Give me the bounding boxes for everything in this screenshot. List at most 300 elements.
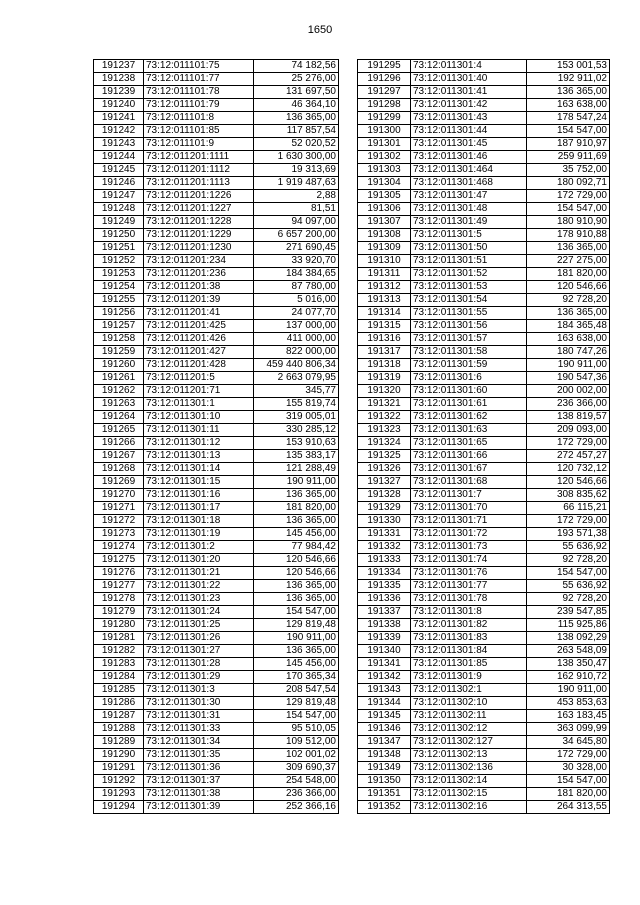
value-cell: 145 456,00 xyxy=(254,658,339,671)
cadastral-number-cell: 73:12:011201:1113 xyxy=(144,177,254,190)
cadastral-number-cell: 73:12:011301:57 xyxy=(411,333,527,346)
record-number-cell: 191334 xyxy=(358,567,411,580)
table-row xyxy=(358,73,610,86)
cadastral-number-cell: 73:12:011201:1229 xyxy=(144,229,254,242)
record-number-cell: 191262 xyxy=(94,385,144,398)
record-number-cell: 191252 xyxy=(94,255,144,268)
cadastral-number-cell: 73:12:011301:47 xyxy=(411,190,527,203)
table-row xyxy=(358,60,610,73)
cadastral-number-cell: 73:12:011301:55 xyxy=(411,307,527,320)
record-number-cell: 191250 xyxy=(94,229,144,242)
value-cell: 66 115,21 xyxy=(527,502,610,515)
table-row xyxy=(94,333,339,346)
value-cell: 55 636,92 xyxy=(527,580,610,593)
cadastral-number-cell: 73:12:011301:4 xyxy=(411,60,527,73)
value-cell: 192 911,02 xyxy=(527,73,610,86)
record-number-cell: 191338 xyxy=(358,619,411,632)
record-number-cell: 191249 xyxy=(94,216,144,229)
cadastral-number-cell: 73:12:011302:10 xyxy=(411,697,527,710)
record-number-cell: 191260 xyxy=(94,359,144,372)
table-row xyxy=(358,99,610,112)
value-cell: 92 728,20 xyxy=(527,593,610,606)
record-number-cell: 191314 xyxy=(358,307,411,320)
record-number-cell: 191242 xyxy=(94,125,144,138)
record-number-cell: 191308 xyxy=(358,229,411,242)
record-number-cell: 191297 xyxy=(358,86,411,99)
record-number-cell: 191320 xyxy=(358,385,411,398)
record-number-cell: 191258 xyxy=(94,333,144,346)
value-cell: 822 000,00 xyxy=(254,346,339,359)
record-number-cell: 191337 xyxy=(358,606,411,619)
table-row xyxy=(94,593,339,606)
table-row xyxy=(94,294,339,307)
table-row xyxy=(94,359,339,372)
record-number-cell: 191280 xyxy=(94,619,144,632)
value-cell: 345,77 xyxy=(254,385,339,398)
table-row xyxy=(358,333,610,346)
cadastral-number-cell: 73:12:011301:8 xyxy=(411,606,527,619)
value-cell: 154 547,00 xyxy=(527,203,610,216)
table-row xyxy=(94,710,339,723)
record-number-cell: 191340 xyxy=(358,645,411,658)
cadastral-number-cell: 73:12:011301:14 xyxy=(144,463,254,476)
cadastral-number-cell: 73:12:011301:464 xyxy=(411,164,527,177)
table-row xyxy=(358,255,610,268)
cadastral-number-cell: 73:12:011201:39 xyxy=(144,294,254,307)
value-cell: 236 366,00 xyxy=(254,788,339,801)
cadastral-number-cell: 73:12:011302:14 xyxy=(411,775,527,788)
record-number-cell: 191293 xyxy=(94,788,144,801)
cadastral-number-cell: 73:12:011301:44 xyxy=(411,125,527,138)
value-cell: 5 016,00 xyxy=(254,294,339,307)
record-number-cell: 191244 xyxy=(94,151,144,164)
value-cell: 74 182,56 xyxy=(254,60,339,73)
value-cell: 120 546,66 xyxy=(527,476,610,489)
table-row xyxy=(94,476,339,489)
record-number-cell: 191270 xyxy=(94,489,144,502)
value-cell: 308 835,62 xyxy=(527,489,610,502)
record-number-cell: 191290 xyxy=(94,749,144,762)
record-number-cell: 191332 xyxy=(358,541,411,554)
record-number-cell: 191268 xyxy=(94,463,144,476)
table-row xyxy=(358,489,610,502)
value-cell: 115 925,86 xyxy=(527,619,610,632)
record-number-cell: 191286 xyxy=(94,697,144,710)
table-row xyxy=(358,320,610,333)
cadastral-number-cell: 73:12:011301:83 xyxy=(411,632,527,645)
record-number-cell: 191292 xyxy=(94,775,144,788)
cadastral-number-cell: 73:12:011301:2 xyxy=(144,541,254,554)
cadastral-number-cell: 73:12:011301:31 xyxy=(144,710,254,723)
value-cell: 190 911,00 xyxy=(254,632,339,645)
cadastral-number-cell: 73:12:011101:75 xyxy=(144,60,254,73)
value-cell: 163 638,00 xyxy=(527,99,610,112)
table-row xyxy=(358,411,610,424)
record-number-cell: 191279 xyxy=(94,606,144,619)
table-row xyxy=(94,437,339,450)
value-cell: 138 819,57 xyxy=(527,411,610,424)
cadastral-number-cell: 73:12:011301:3 xyxy=(144,684,254,697)
table-row xyxy=(94,73,339,86)
record-number-cell: 191263 xyxy=(94,398,144,411)
cadastral-number-cell: 73:12:011101:77 xyxy=(144,73,254,86)
table-row xyxy=(94,203,339,216)
record-number-cell: 191282 xyxy=(94,645,144,658)
record-number-cell: 191246 xyxy=(94,177,144,190)
table-row xyxy=(94,372,339,385)
right-table xyxy=(357,59,610,814)
table-row xyxy=(358,359,610,372)
cadastral-number-cell: 73:12:011201:1228 xyxy=(144,216,254,229)
value-cell: 135 383,17 xyxy=(254,450,339,463)
record-number-cell: 191283 xyxy=(94,658,144,671)
cadastral-number-cell: 73:12:011201:71 xyxy=(144,385,254,398)
table-row xyxy=(358,775,610,788)
record-number-cell: 191266 xyxy=(94,437,144,450)
cadastral-number-cell: 73:12:011301:10 xyxy=(144,411,254,424)
value-cell: 138 092,29 xyxy=(527,632,610,645)
cadastral-number-cell: 73:12:011101:85 xyxy=(144,125,254,138)
record-number-cell: 191306 xyxy=(358,203,411,216)
table-row xyxy=(358,437,610,450)
record-number-cell: 191310 xyxy=(358,255,411,268)
record-number-cell: 191324 xyxy=(358,437,411,450)
cadastral-number-cell: 73:12:011301:468 xyxy=(411,177,527,190)
table-row xyxy=(94,177,339,190)
record-number-cell: 191275 xyxy=(94,554,144,567)
table-row xyxy=(94,60,339,73)
cadastral-number-cell: 73:12:011301:25 xyxy=(144,619,254,632)
table-row xyxy=(94,567,339,580)
record-number-cell: 191253 xyxy=(94,268,144,281)
cadastral-number-cell: 73:12:011301:46 xyxy=(411,151,527,164)
value-cell: 172 729,00 xyxy=(527,190,610,203)
cadastral-number-cell: 73:12:011301:21 xyxy=(144,567,254,580)
value-cell: 92 728,20 xyxy=(527,554,610,567)
record-number-cell: 191331 xyxy=(358,528,411,541)
table-row xyxy=(358,788,610,801)
value-cell: 154 547,00 xyxy=(254,606,339,619)
record-number-cell: 191313 xyxy=(358,294,411,307)
table-row xyxy=(358,749,610,762)
table-row xyxy=(358,658,610,671)
cadastral-number-cell: 73:12:011201:41 xyxy=(144,307,254,320)
cadastral-number-cell: 73:12:011301:36 xyxy=(144,762,254,775)
record-number-cell: 191294 xyxy=(94,801,144,814)
table-row xyxy=(94,424,339,437)
value-cell: 77 984,42 xyxy=(254,541,339,554)
table-row xyxy=(358,151,610,164)
table-row xyxy=(358,112,610,125)
cadastral-number-cell: 73:12:011301:9 xyxy=(411,671,527,684)
value-cell: 453 853,63 xyxy=(527,697,610,710)
record-number-cell: 191298 xyxy=(358,99,411,112)
value-cell: 92 728,20 xyxy=(527,294,610,307)
cadastral-number-cell: 73:12:011301:29 xyxy=(144,671,254,684)
cadastral-number-cell: 73:12:011201:426 xyxy=(144,333,254,346)
record-number-cell: 191277 xyxy=(94,580,144,593)
table-row xyxy=(358,138,610,151)
cadastral-number-cell: 73:12:011302:11 xyxy=(411,710,527,723)
record-number-cell: 191326 xyxy=(358,463,411,476)
record-number-cell: 191278 xyxy=(94,593,144,606)
record-number-cell: 191254 xyxy=(94,281,144,294)
table-row xyxy=(358,177,610,190)
record-number-cell: 191248 xyxy=(94,203,144,216)
cadastral-number-cell: 73:12:011301:63 xyxy=(411,424,527,437)
cadastral-number-cell: 73:12:011201:425 xyxy=(144,320,254,333)
table-row xyxy=(358,216,610,229)
table-row xyxy=(94,411,339,424)
record-number-cell: 191322 xyxy=(358,411,411,424)
value-cell: 117 857,54 xyxy=(254,125,339,138)
value-cell: 180 747,26 xyxy=(527,346,610,359)
table-row xyxy=(94,528,339,541)
value-cell: 136 365,00 xyxy=(254,580,339,593)
value-cell: 411 000,00 xyxy=(254,333,339,346)
table-row xyxy=(94,684,339,697)
cadastral-number-cell: 73:12:011301:39 xyxy=(144,801,254,814)
table-row xyxy=(358,606,610,619)
cadastral-number-cell: 73:12:011301:62 xyxy=(411,411,527,424)
value-cell: 254 548,00 xyxy=(254,775,339,788)
page-number: 1650 xyxy=(307,24,333,36)
table-row xyxy=(358,307,610,320)
cadastral-number-cell: 73:12:011301:78 xyxy=(411,593,527,606)
value-cell: 6 657 200,00 xyxy=(254,229,339,242)
value-cell: 170 365,34 xyxy=(254,671,339,684)
table-row xyxy=(94,502,339,515)
value-cell: 136 365,00 xyxy=(254,112,339,125)
table-row xyxy=(94,619,339,632)
cadastral-number-cell: 73:12:011302:16 xyxy=(411,801,527,814)
left-table-body xyxy=(94,60,339,814)
value-cell: 180 092,71 xyxy=(527,177,610,190)
value-cell: 272 457,27 xyxy=(527,450,610,463)
cadastral-number-cell: 73:12:011302:13 xyxy=(411,749,527,762)
table-row xyxy=(94,255,339,268)
record-number-cell: 191257 xyxy=(94,320,144,333)
table-row xyxy=(358,268,610,281)
cadastral-number-cell: 73:12:011301:50 xyxy=(411,242,527,255)
table-row xyxy=(358,762,610,775)
table-row xyxy=(94,281,339,294)
cadastral-number-cell: 73:12:011301:41 xyxy=(411,86,527,99)
table-row xyxy=(358,554,610,567)
cadastral-number-cell: 73:12:011301:52 xyxy=(411,268,527,281)
record-number-cell: 191315 xyxy=(358,320,411,333)
value-cell: 121 288,49 xyxy=(254,463,339,476)
record-number-cell: 191346 xyxy=(358,723,411,736)
table-row xyxy=(358,86,610,99)
value-cell: 87 780,00 xyxy=(254,281,339,294)
cadastral-number-cell: 73:12:011301:38 xyxy=(144,788,254,801)
value-cell: 252 366,16 xyxy=(254,801,339,814)
record-number-cell: 191325 xyxy=(358,450,411,463)
cadastral-number-cell: 73:12:011201:1230 xyxy=(144,242,254,255)
cadastral-number-cell: 73:12:011301:76 xyxy=(411,567,527,580)
value-cell: 120 546,66 xyxy=(254,554,339,567)
cadastral-number-cell: 73:12:011301:72 xyxy=(411,528,527,541)
table-row xyxy=(358,190,610,203)
value-cell: 1 919 487,63 xyxy=(254,177,339,190)
table-row xyxy=(94,645,339,658)
value-cell: 172 729,00 xyxy=(527,749,610,762)
cadastral-number-cell: 73:12:011201:5 xyxy=(144,372,254,385)
record-number-cell: 191269 xyxy=(94,476,144,489)
cadastral-number-cell: 73:12:011301:68 xyxy=(411,476,527,489)
value-cell: 259 911,69 xyxy=(527,151,610,164)
table-row xyxy=(358,294,610,307)
record-number-cell: 191319 xyxy=(358,372,411,385)
cadastral-number-cell: 73:12:011201:38 xyxy=(144,281,254,294)
cadastral-number-cell: 73:12:011101:8 xyxy=(144,112,254,125)
record-number-cell: 191328 xyxy=(358,489,411,502)
value-cell: 2 663 079,95 xyxy=(254,372,339,385)
record-number-cell: 191329 xyxy=(358,502,411,515)
cadastral-number-cell: 73:12:011301:60 xyxy=(411,385,527,398)
record-number-cell: 191347 xyxy=(358,736,411,749)
cadastral-number-cell: 73:12:011301:33 xyxy=(144,723,254,736)
cadastral-number-cell: 73:12:011301:23 xyxy=(144,593,254,606)
value-cell: 178 547,24 xyxy=(527,112,610,125)
record-number-cell: 191341 xyxy=(358,658,411,671)
cadastral-number-cell: 73:12:011301:48 xyxy=(411,203,527,216)
value-cell: 181 820,00 xyxy=(527,268,610,281)
table-row xyxy=(358,229,610,242)
table-row xyxy=(358,632,610,645)
value-cell: 35 752,00 xyxy=(527,164,610,177)
cadastral-number-cell: 73:12:011301:28 xyxy=(144,658,254,671)
value-cell: 190 911,00 xyxy=(527,684,610,697)
table-row xyxy=(358,281,610,294)
record-number-cell: 191273 xyxy=(94,528,144,541)
record-number-cell: 191255 xyxy=(94,294,144,307)
value-cell: 154 547,00 xyxy=(527,567,610,580)
value-cell: 172 729,00 xyxy=(527,437,610,450)
cadastral-number-cell: 73:12:011301:61 xyxy=(411,398,527,411)
table-row xyxy=(358,528,610,541)
cadastral-number-cell: 73:12:011301:1 xyxy=(144,398,254,411)
right-table-body xyxy=(358,60,610,814)
cadastral-number-cell: 73:12:011301:82 xyxy=(411,619,527,632)
table-row xyxy=(94,320,339,333)
cadastral-number-cell: 73:12:011302:127 xyxy=(411,736,527,749)
table-row xyxy=(94,268,339,281)
value-cell: 95 510,05 xyxy=(254,723,339,736)
cadastral-number-cell: 73:12:011301:34 xyxy=(144,736,254,749)
value-cell: 236 366,00 xyxy=(527,398,610,411)
table-row xyxy=(358,736,610,749)
table-row xyxy=(358,593,610,606)
value-cell: 30 328,00 xyxy=(527,762,610,775)
record-number-cell: 191295 xyxy=(358,60,411,73)
value-cell: 153 001,53 xyxy=(527,60,610,73)
record-number-cell: 191343 xyxy=(358,684,411,697)
value-cell: 25 276,00 xyxy=(254,73,339,86)
record-number-cell: 191327 xyxy=(358,476,411,489)
table-row xyxy=(94,658,339,671)
cadastral-number-cell: 73:12:011302:136 xyxy=(411,762,527,775)
cadastral-number-cell: 73:12:011301:30 xyxy=(144,697,254,710)
value-cell: 120 732,12 xyxy=(527,463,610,476)
table-row xyxy=(94,788,339,801)
record-number-cell: 191285 xyxy=(94,684,144,697)
record-number-cell: 191240 xyxy=(94,99,144,112)
cadastral-number-cell: 73:12:011301:43 xyxy=(411,112,527,125)
table-row xyxy=(358,164,610,177)
cadastral-number-cell: 73:12:011301:74 xyxy=(411,554,527,567)
cadastral-number-cell: 73:12:011301:19 xyxy=(144,528,254,541)
cadastral-number-cell: 73:12:011301:26 xyxy=(144,632,254,645)
table-row xyxy=(358,671,610,684)
record-number-cell: 191247 xyxy=(94,190,144,203)
table-row xyxy=(358,619,610,632)
cadastral-number-cell: 73:12:011101:9 xyxy=(144,138,254,151)
value-cell: 120 546,66 xyxy=(527,281,610,294)
value-cell: 190 911,00 xyxy=(254,476,339,489)
value-cell: 154 547,00 xyxy=(527,125,610,138)
table-row xyxy=(94,86,339,99)
table-row xyxy=(94,190,339,203)
record-number-cell: 191243 xyxy=(94,138,144,151)
cadastral-number-cell: 73:12:011301:13 xyxy=(144,450,254,463)
table-row xyxy=(94,801,339,814)
record-number-cell: 191348 xyxy=(358,749,411,762)
table-row xyxy=(358,450,610,463)
value-cell: 209 093,00 xyxy=(527,424,610,437)
value-cell: 181 820,00 xyxy=(527,788,610,801)
record-number-cell: 191274 xyxy=(94,541,144,554)
cadastral-number-cell: 73:12:011201:1112 xyxy=(144,164,254,177)
value-cell: 163 638,00 xyxy=(527,333,610,346)
value-cell: 163 183,45 xyxy=(527,710,610,723)
cadastral-number-cell: 73:12:011301:11 xyxy=(144,424,254,437)
record-number-cell: 191305 xyxy=(358,190,411,203)
value-cell: 184 365,48 xyxy=(527,320,610,333)
table-row xyxy=(94,723,339,736)
value-cell: 459 440 806,34 xyxy=(254,359,339,372)
cadastral-number-cell: 73:12:011301:49 xyxy=(411,216,527,229)
record-number-cell: 191317 xyxy=(358,346,411,359)
record-number-cell: 191336 xyxy=(358,593,411,606)
record-number-cell: 191267 xyxy=(94,450,144,463)
cadastral-number-cell: 73:12:011301:15 xyxy=(144,476,254,489)
value-cell: 184 384,65 xyxy=(254,268,339,281)
table-row xyxy=(358,567,610,580)
table-row xyxy=(94,307,339,320)
cadastral-number-cell: 73:12:011301:84 xyxy=(411,645,527,658)
table-row xyxy=(358,684,610,697)
value-cell: 153 910,63 xyxy=(254,437,339,450)
cadastral-number-cell: 73:12:011301:27 xyxy=(144,645,254,658)
cadastral-number-cell: 73:12:011301:24 xyxy=(144,606,254,619)
table-row xyxy=(94,385,339,398)
record-number-cell: 191321 xyxy=(358,398,411,411)
cadastral-number-cell: 73:12:011301:12 xyxy=(144,437,254,450)
record-number-cell: 191276 xyxy=(94,567,144,580)
record-number-cell: 191303 xyxy=(358,164,411,177)
table-row xyxy=(94,450,339,463)
table-row xyxy=(94,112,339,125)
table-row xyxy=(358,645,610,658)
table-row xyxy=(358,801,610,814)
value-cell: 34 645,80 xyxy=(527,736,610,749)
value-cell: 136 365,00 xyxy=(527,242,610,255)
value-cell: 154 547,00 xyxy=(527,775,610,788)
table-row xyxy=(94,606,339,619)
table-row xyxy=(358,697,610,710)
